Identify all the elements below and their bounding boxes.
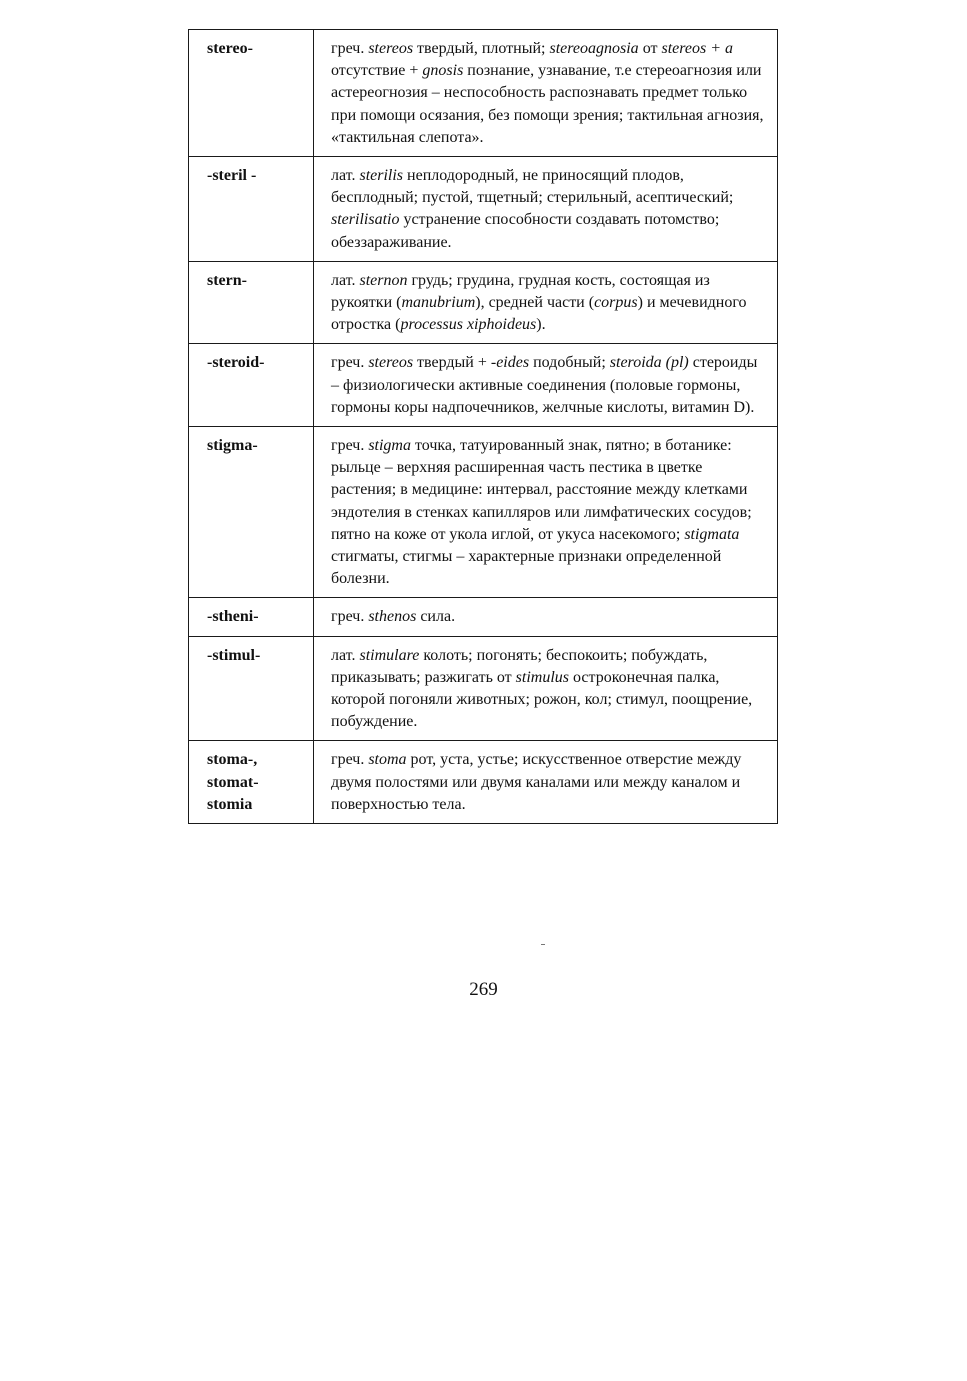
definition-text: ) и мечевидного отростка ( bbox=[331, 294, 747, 334]
definition-text: от bbox=[638, 40, 662, 57]
term-text: stomia bbox=[207, 795, 253, 813]
definition-text: рот, уста, устье; искусственное отверстие между двумя полостями или двумя каналами или между каналом и поверхностью тела. bbox=[331, 751, 742, 813]
table-row bbox=[189, 636, 778, 741]
table-row bbox=[189, 157, 778, 262]
definition-text: твердый + bbox=[413, 354, 491, 372]
definition-italic-term: corpus bbox=[594, 294, 638, 312]
definition-text: греч. bbox=[331, 608, 369, 626]
table-row bbox=[189, 741, 778, 824]
term-cell bbox=[189, 427, 314, 598]
definition-text: устранение способности создавать потомство; обеззараживание. bbox=[331, 211, 720, 251]
definition-italic-term: steroida (pl) bbox=[609, 354, 689, 372]
definition-italic-term: sthenos bbox=[368, 608, 417, 626]
definition-text: греч. bbox=[331, 40, 369, 57]
definition-text: колоть; погонять; беспокоить; побуждать, приказывать; разжигать от bbox=[331, 646, 708, 686]
definition-text: грудь; грудина, грудная кость, состоящая из рукоятки ( bbox=[331, 271, 710, 312]
definition-italic-term: gnosis bbox=[422, 62, 464, 80]
definition-cell bbox=[314, 598, 778, 636]
term-text: stoma-, bbox=[207, 751, 258, 769]
table-row bbox=[189, 30, 778, 157]
page-number: 269 bbox=[469, 979, 498, 1000]
definition-italic-term: stoma bbox=[368, 751, 407, 769]
definition-cell bbox=[314, 427, 778, 598]
definition-cell bbox=[314, 261, 778, 344]
definition-italic-term: stimulus bbox=[515, 668, 570, 686]
term-cell bbox=[189, 344, 314, 427]
definition-italic-term: stimulare bbox=[359, 646, 420, 664]
definition-text: ), средней части ( bbox=[475, 294, 595, 312]
definition-text: неплодородный, не приносящий плодов, бесплодный; пустой, тщетный; стерильный, асептический; bbox=[331, 167, 734, 207]
definition-italic-term: stereoagnosia bbox=[549, 40, 639, 57]
definition-text: отсутствие + bbox=[331, 62, 423, 80]
definition-italic-term: manubrium bbox=[401, 294, 476, 312]
dictionary-table-body bbox=[189, 30, 778, 824]
term-cell bbox=[189, 636, 314, 741]
definition-cell bbox=[314, 741, 778, 824]
definition-text: остроконечная палка, которой погоняли животных; рожон, кол; стимул, поощрение, побуждение. bbox=[331, 668, 753, 731]
definition-text: ). bbox=[536, 316, 546, 334]
term-cell bbox=[189, 598, 314, 636]
term-text: stereo- bbox=[207, 40, 253, 57]
dictionary-table bbox=[188, 29, 778, 824]
term-text: -steril - bbox=[207, 167, 257, 185]
definition-text: познание, узнавание, т.е стереоагнозия или астереогнозия – неспособность распознавать предмет только при помощи осязания, без помощи зрения; тактильная агнозия, «тактильная слепота». bbox=[331, 62, 764, 146]
print-speck bbox=[541, 944, 545, 945]
table-row bbox=[189, 427, 778, 598]
definition-text: сила. bbox=[416, 608, 456, 626]
definition-italic-term: stigma bbox=[368, 437, 411, 455]
definition-text: точка, татуированный знак, пятно; в ботанике: рыльце – верхняя расширенная часть пестика в цветке растения; в медицине: интервал, расстояние между клетками эндотелия в стенках капилляров или лимфатических сосудов; пятно на коже от укола иглой, от укуса насекомого; bbox=[331, 437, 752, 543]
definition-italic-term: stigmata bbox=[684, 525, 740, 543]
definition-cell bbox=[314, 344, 778, 427]
term-cell bbox=[189, 741, 314, 824]
definition-italic-term: sterilisatio bbox=[331, 211, 400, 229]
term-text: -stheni- bbox=[207, 608, 259, 626]
definition-text: греч. bbox=[331, 437, 369, 455]
definition-text: стигматы, стигмы – характерные признаки определенной болезни. bbox=[331, 548, 722, 588]
term-text: stomat- bbox=[207, 773, 259, 791]
definition-italic-term: -eides bbox=[490, 354, 530, 372]
definition-text: твердый, плотный; bbox=[413, 40, 550, 57]
definition-cell bbox=[314, 636, 778, 741]
definition-text: стероиды – физиологически активные соединения (половые гормоны, гормоны коры надпочечников, желчные кислоты, витамин D). bbox=[331, 354, 758, 416]
term-cell bbox=[189, 30, 314, 157]
definition-italic-term: stereos bbox=[368, 40, 414, 57]
definition-text: греч. bbox=[331, 751, 369, 769]
table-row bbox=[189, 344, 778, 427]
table-row bbox=[189, 598, 778, 636]
definition-text: лат. bbox=[331, 167, 360, 185]
definition-text: греч. bbox=[331, 354, 369, 372]
definition-text: подобный; bbox=[529, 354, 610, 372]
definition-text: лат. bbox=[331, 646, 360, 664]
term-text: -steroid- bbox=[207, 354, 265, 372]
definition-text: лат. bbox=[331, 271, 360, 289]
definition-cell bbox=[314, 30, 778, 157]
term-cell bbox=[189, 157, 314, 262]
term-text: stern- bbox=[207, 271, 247, 289]
definition-italic-term: stereos bbox=[368, 354, 414, 372]
definition-italic-term: sternon bbox=[359, 271, 408, 289]
term-cell bbox=[189, 261, 314, 344]
definition-italic-term: processus xiphoideus bbox=[400, 316, 537, 334]
term-text: stigma- bbox=[207, 437, 258, 455]
definition-italic-term: stereos + a bbox=[661, 40, 733, 57]
definition-cell bbox=[314, 157, 778, 262]
definition-italic-term: sterilis bbox=[359, 167, 404, 185]
table-row bbox=[189, 261, 778, 344]
term-text: -stimul- bbox=[207, 646, 261, 664]
